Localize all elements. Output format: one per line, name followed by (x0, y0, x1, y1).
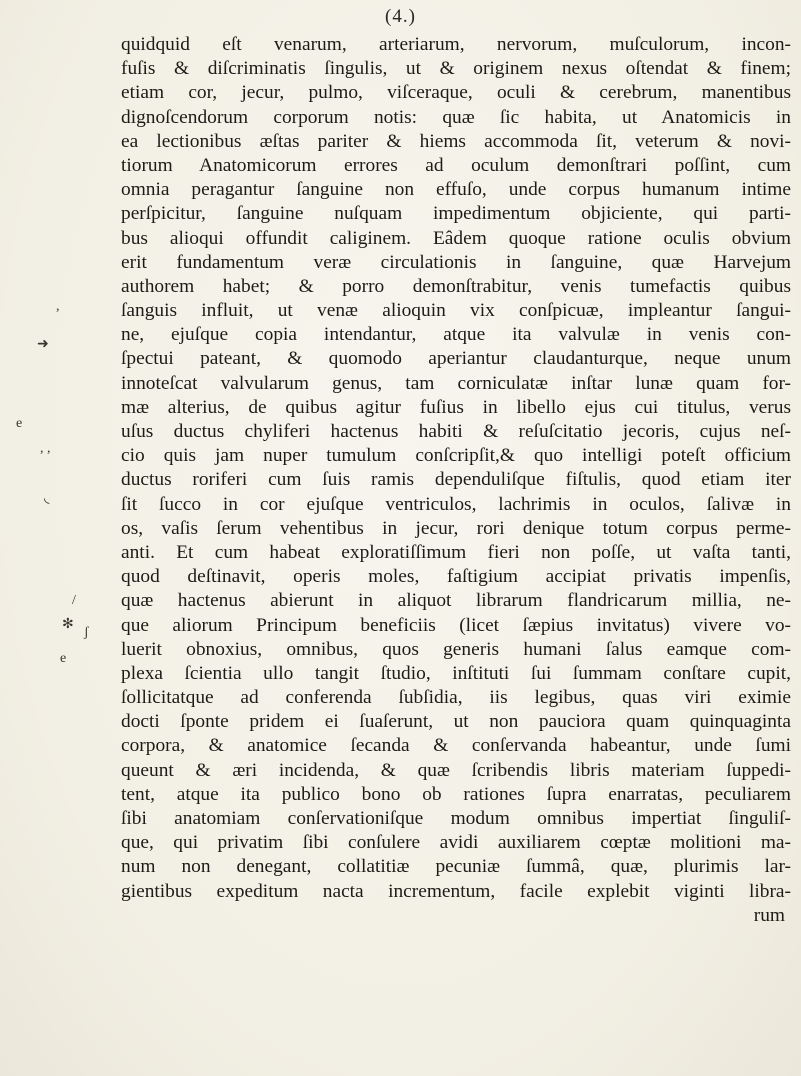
text-line: ſibi anatomiam conſervationiſque modum omnibus impertiat ſinguliſ- (121, 808, 791, 829)
text-line: mæ alterius, de quibus agitur fuſius in libello ejus cui titulus, verus (121, 396, 791, 418)
text-line: cio quis jam nuper tumulum conſcripſit,& quo intelligi poteſt officium (121, 445, 791, 467)
margin-mark: ➜ (37, 337, 49, 352)
page-number: (4.) (385, 6, 416, 27)
margin-mark: e (60, 651, 67, 666)
text-line: ſit ſucco in cor ejuſque ventriculos, lachrimis in oculos, ſalivæ in (121, 493, 791, 515)
text-line: etiam cor, jecur, pulmo, viſceraque, oculi & cerebrum, manentibus (121, 82, 791, 104)
text-line: plexa ſcientia ullo tangit ſtudio, inſtituti ſui ſummam conſtare cupit, (121, 662, 791, 684)
text-line: ſollicitatque ad conferenda ſubſidia, iis legibus, quas viri eximie (121, 687, 791, 709)
text-line: tiorum Anatomicorum errores ad oculum demonſtrari poſſint, cum (121, 154, 791, 176)
text-line: anti. Et cum habeat exploratiſſimum fieri non poſſe, ut vaſta tanti, (121, 541, 791, 563)
margin-mark: ʃ (84, 625, 89, 640)
margin-mark: , , (40, 441, 51, 456)
text-line: authorem habet; & porro demonſtrabitur, venis tumefactis quibus (121, 275, 791, 297)
text-line: ſanguis influit, ut venæ alioquin vix conſpicuæ, impleantur ſangui- (121, 300, 791, 322)
text-line: quod deſtinavit, operis moles, faſtigium accipiat privatis impenſis, (121, 566, 791, 588)
text-line: luerit obnoxius, omnibus, quos generis humani ſalus eamque com- (121, 638, 791, 660)
text-line: ea lectionibus æſtas pariter & hiems accommoda ſit, veterum & novi- (121, 130, 791, 152)
text-line: bus alioqui offundit caliginem. Eâdem quoque ratione oculis obvium (121, 227, 791, 249)
text-line: omnia peragantur ſanguine non effuſo, unde corpus humanum intime (121, 179, 791, 201)
text-line: gientibus expeditum nacta incrementum, facile explebit viginti libra- (121, 880, 791, 902)
margin-marks (0, 0, 110, 1076)
text-line: quæ hactenus abierunt in aliquot librarum flandricarum millia, ne- (121, 590, 791, 612)
text-line: docti ſponte pridem ei ſuaſerunt, ut non pauciora quam quinquaginta (121, 711, 791, 733)
text-line: tent, atque ita publico bono ob rationes ſupra enarratas, peculiarem (121, 783, 791, 805)
margin-mark: ✻ (62, 617, 74, 632)
text-line: dignoſcendorum corporum notis: quæ ſic habita, ut Anatomicis in (121, 106, 791, 128)
margin-mark: ◟ (44, 491, 50, 506)
body-text (121, 33, 791, 928)
text-line: perſpicitur, ſanguine nuſquam impedimentum objiciente, qui parti- (121, 203, 791, 225)
text-line: innoteſcat valvularum genus, tam corniculatæ inſtar lunæ quam for- (121, 372, 791, 394)
text-line: num non denegant, collatitiæ pecuniæ ſummâ, quæ, plurimis lar- (121, 856, 791, 878)
margin-mark: e (16, 416, 23, 431)
catchword: rum (753, 904, 785, 926)
margin-mark: / (72, 593, 76, 608)
text-line: os, vaſis ſerum vehentibus in jecur, rori denique totum corpus perme- (121, 517, 791, 539)
text-line: que, qui privatim ſibi conſulere avidi auxiliarem cœptæ molitioni ma- (121, 832, 791, 854)
text-line: ſpectui pateant, & quomodo aperiantur claudanturque, neque unum (121, 348, 791, 370)
text-line: ne, ejuſque copia intendantur, atque ita valvulæ in venis con- (121, 324, 791, 346)
text-line: fuſis & diſcriminatis ſingulis, ut & originem nexus oſtendat & finem; (121, 58, 791, 80)
text-line: queunt & æri incidenda, & quæ ſcribendis libris materiam ſuppedi- (121, 759, 791, 781)
text-line: quidquid eſt venarum, arteriarum, nervorum, muſculorum, incon- (121, 34, 791, 55)
text-line: erit fundamentum veræ circulationis in ſanguine, quæ Harvejum (121, 251, 791, 273)
margin-mark: , (56, 299, 60, 314)
text-line: que aliorum Principum beneficiis (licet ſæpius invitatus) vivere vo- (121, 614, 791, 636)
text-line: uſus ductus chyliferi hactenus habiti & reſuſcitatio jecoris, cujus neſ- (121, 421, 791, 442)
text-line: corpora, & anatomice ſecanda & conſervanda habeantur, unde ſumi (121, 735, 791, 757)
text-line: ductus roriferi cum ſuis ramis dependuliſque fiſtulis, quod etiam iter (121, 469, 791, 491)
